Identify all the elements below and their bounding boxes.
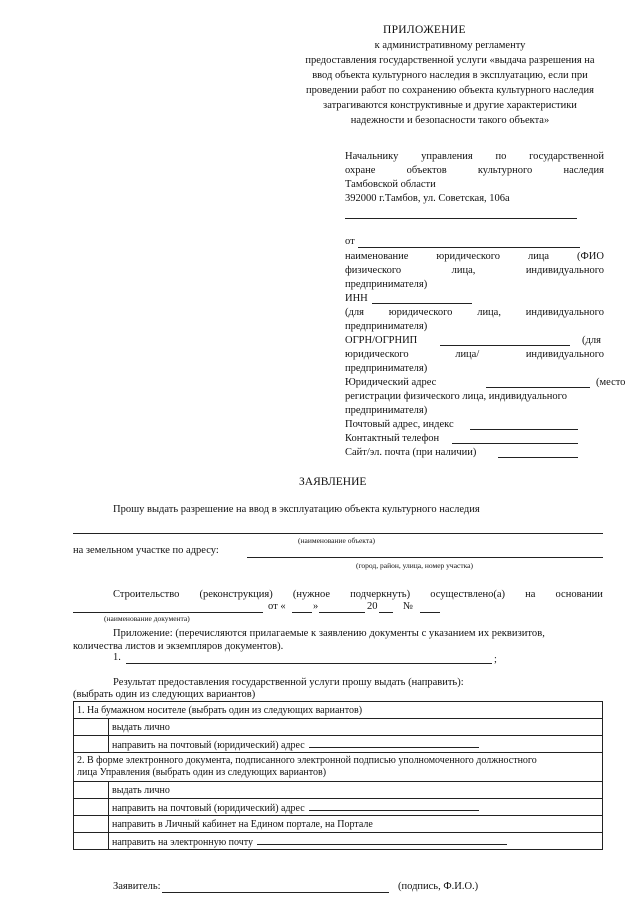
- appendix-title: ПРИЛОЖЕНИЕ: [383, 24, 466, 36]
- option-row[interactable]: [74, 799, 603, 816]
- ogrn-note-1: [345, 349, 604, 360]
- word: Строительство: [113, 589, 180, 600]
- regulation-reference: [272, 38, 628, 128]
- signature-label: Заявитель:: [113, 881, 161, 892]
- ogrn-note-2: предпринимателя): [345, 363, 428, 374]
- electronic-header: [74, 753, 603, 782]
- object-name-field[interactable]: [73, 533, 603, 534]
- option-address-field[interactable]: [309, 801, 479, 811]
- option-label: направить на почтовый (юридический) адрес: [112, 802, 305, 814]
- word: юридического: [388, 307, 453, 318]
- legal-address-label: Юридический адрес: [345, 377, 437, 388]
- site-field[interactable]: [498, 457, 578, 458]
- electronic-header-line-1: 2. В форме электронного документа, подписанного электронной подписью уполномоченного должностного: [77, 755, 537, 766]
- regulation-line: затрагиваются конструктивные и другие характеристики: [323, 100, 577, 111]
- word: индивидуального: [525, 265, 604, 276]
- from-label: от: [345, 236, 355, 247]
- applicant-name-note-3: предпринимателя): [345, 279, 428, 290]
- word: индивидуального: [525, 307, 604, 318]
- option-cell: [109, 799, 603, 816]
- legal-address-note-2: предпринимателя): [345, 405, 428, 416]
- word: объектов: [406, 165, 447, 176]
- option-label: направить на электронную почту: [112, 836, 254, 848]
- word: наследия: [563, 165, 604, 176]
- regulation-line: предоставления государственной услуги «выдача разрешения на: [305, 55, 595, 66]
- inn-note-2: предпринимателя): [345, 321, 428, 332]
- statement-request: Прошу выдать разрешение на ввод в эксплуатацию объекта культурного наследия: [113, 504, 480, 515]
- attachments-line-1: Приложение: (перечисляются прилагаемые к заявлению документы с указанием их реквизитов,: [113, 628, 545, 639]
- option-checkbox[interactable]: [74, 719, 109, 736]
- regulation-line: к административному регламенту: [374, 40, 526, 51]
- delivery-options-table: [73, 701, 603, 850]
- word: на: [525, 589, 536, 600]
- addressee-line-1: [345, 151, 604, 162]
- word: осуществлено(а): [430, 589, 506, 600]
- word: лица,: [451, 265, 476, 276]
- delivery-intro: Результат предоставления государственной услуги прошу выдать (направить):: [113, 677, 464, 688]
- word: основании: [555, 589, 603, 600]
- word: (реконструкция): [199, 589, 273, 600]
- word: юридического: [345, 349, 409, 360]
- option-checkbox[interactable]: [74, 736, 109, 753]
- word: охране: [345, 165, 376, 176]
- attachment-item-end: ;: [494, 654, 497, 665]
- electronic-section-header: [74, 753, 603, 782]
- paper-section-header: [74, 702, 603, 719]
- word: лица: [527, 251, 550, 262]
- option-row[interactable]: [74, 782, 603, 799]
- electronic-header-line-2: лица Управления (выбрать один из следующих вариантов): [77, 767, 327, 778]
- word: управления: [421, 151, 473, 162]
- document-number-field[interactable]: [420, 612, 440, 613]
- date-year-field[interactable]: [379, 612, 393, 613]
- word: государственной: [529, 151, 604, 162]
- object-name-note: (наименование объекта): [298, 536, 376, 545]
- construction-line: [113, 589, 603, 600]
- inn-note-1: [345, 307, 604, 318]
- postal-label: Почтовый адрес, индекс: [345, 419, 454, 430]
- regulation-line: ввод объекта культурного наследия в эксплуатацию, если при: [312, 70, 588, 81]
- phone-label: Контактный телефон: [345, 433, 440, 444]
- date-month-field[interactable]: [319, 612, 365, 613]
- legal-address-note-0: (место: [596, 377, 626, 388]
- applicant-name-field[interactable]: [358, 247, 580, 248]
- document-name-note: (наименование документа): [104, 614, 190, 623]
- signature-field[interactable]: [162, 892, 389, 893]
- option-label: выдать лично: [109, 782, 603, 799]
- word: (для: [345, 307, 364, 318]
- word: подчеркнуть): [350, 589, 411, 600]
- legal-address-field[interactable]: [486, 387, 590, 388]
- option-address-field[interactable]: [309, 738, 479, 748]
- option-row[interactable]: [74, 816, 603, 833]
- land-address-note: (город, район, улица, номер участка): [356, 561, 473, 570]
- option-label: направить на почтовый (юридический) адрес: [112, 739, 305, 751]
- word: наименование: [345, 251, 409, 262]
- option-row[interactable]: [74, 719, 603, 736]
- date-from: от «: [268, 601, 286, 612]
- option-cell: [109, 833, 603, 850]
- attachment-item-1-field[interactable]: [126, 663, 492, 664]
- statement-title: ЗАЯВЛЕНИЕ: [299, 476, 367, 488]
- option-checkbox[interactable]: [74, 816, 109, 833]
- inn-label: ИНН: [345, 293, 368, 304]
- option-checkbox[interactable]: [74, 833, 109, 850]
- word: (нужное: [292, 589, 331, 600]
- applicant-name-note-2: [345, 265, 604, 276]
- ogrn-field[interactable]: [440, 345, 570, 346]
- attachment-item-1: 1.: [113, 652, 121, 663]
- legal-address-note-1: регистрации физического лица, индивидуального: [345, 391, 567, 402]
- option-row[interactable]: [74, 833, 603, 850]
- word: индивидуального: [525, 349, 604, 360]
- document-name-field[interactable]: [73, 612, 263, 613]
- addressee-line-2: [345, 165, 604, 176]
- phone-field[interactable]: [452, 443, 578, 444]
- option-checkbox[interactable]: [74, 799, 109, 816]
- addressee-blank-line[interactable]: [345, 218, 577, 219]
- option-label: выдать лично: [109, 719, 603, 736]
- option-cell: [109, 736, 603, 753]
- word: юридического: [436, 251, 501, 262]
- word: культурного: [477, 165, 533, 176]
- option-checkbox[interactable]: [74, 782, 109, 799]
- word: по: [495, 151, 507, 162]
- addressee-address: 392000 г.Тамбов, ул. Советская, 106а: [345, 193, 510, 204]
- word: (ФИО: [577, 251, 604, 262]
- inn-field[interactable]: [372, 303, 472, 304]
- option-label: направить в Личный кабинет на Едином портале, на Портале: [109, 816, 603, 833]
- date-year: 20: [367, 601, 378, 612]
- word: лица/: [455, 349, 480, 360]
- regulation-line: надежности и безопасности такого объекта»: [350, 115, 550, 126]
- paper-header: 1. На бумажном носителе (выбрать один из следующих вариантов): [74, 702, 603, 719]
- ogrn-label: ОГРН/ОГРНИП: [345, 335, 418, 346]
- word: лица,: [477, 307, 501, 318]
- option-email-field[interactable]: [257, 835, 507, 845]
- regulation-line: проведении работ по сохранению объекта культурного наследия: [306, 85, 594, 96]
- ogrn-for: (для: [582, 335, 601, 346]
- word: Начальнику: [345, 151, 399, 162]
- land-address-field[interactable]: [247, 557, 603, 558]
- site-label: Сайт/эл. почта (при наличии): [345, 447, 477, 458]
- applicant-name-note-1: [345, 251, 604, 262]
- signature-note: (подпись, Ф.И.О.): [398, 881, 479, 892]
- attachments-line-2: количества листов и экземпляров документов).: [73, 641, 284, 652]
- delivery-hint: (выбрать один из следующих вариантов): [73, 689, 256, 700]
- addressee-region: Тамбовской области: [345, 179, 436, 190]
- date-day-field[interactable]: [292, 612, 312, 613]
- date-quote-close: »: [313, 601, 319, 612]
- number-sign: №: [403, 601, 414, 612]
- land-address-label: на земельном участке по адресу:: [73, 545, 219, 556]
- option-row[interactable]: [74, 736, 603, 753]
- word: физического: [345, 265, 402, 276]
- postal-field[interactable]: [470, 429, 578, 430]
